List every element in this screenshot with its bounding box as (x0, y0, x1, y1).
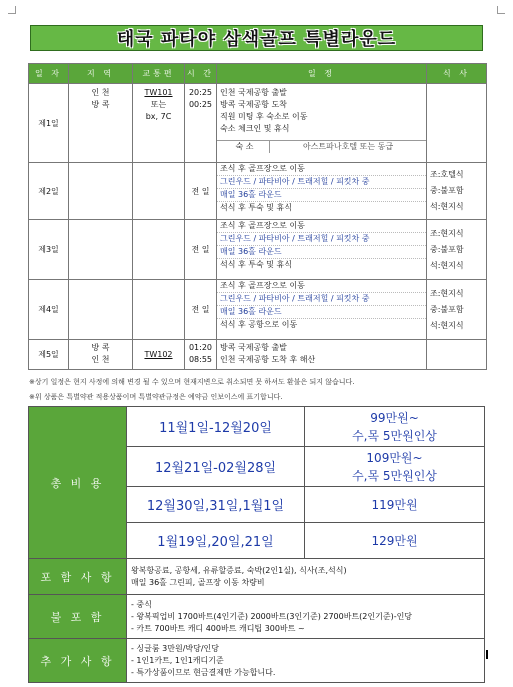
excluded-label: 불 포 함 (29, 595, 127, 639)
meal-dinner: 석:현지식 (430, 202, 464, 211)
meals-cell (427, 163, 487, 220)
included-label: 포 함 사 항 (29, 559, 127, 595)
price-period: 12월21일-02월28일 (127, 447, 305, 487)
transport-cell (133, 220, 185, 280)
table-row (29, 340, 487, 370)
price-row (29, 407, 485, 447)
schedule-header-row (29, 64, 487, 84)
meals-cell (427, 84, 487, 163)
itinerary-cell (217, 280, 427, 340)
price-surcharge: 수,목 5만원인상 (352, 428, 437, 443)
itinerary-line: 석식 후 투숙 및 휴식 (220, 260, 292, 269)
header-itinerary: 일 정 (217, 64, 427, 84)
excluded-line: - 카트 700바트 캐디 400바트 캐디팁 300바트 ~ (131, 623, 305, 633)
region-to: 방 콕 (91, 100, 110, 109)
itinerary-line: 방콕 국제공항 출발 (220, 343, 287, 352)
hotel-name: 아스트파나호텔 또는 동급 (302, 142, 394, 151)
total-cost-label: 총 비 용 (29, 407, 127, 559)
header-region: 지 역 (69, 64, 133, 84)
itinerary-cell (217, 84, 427, 163)
flight-code: TW102 (133, 340, 185, 370)
region-from: 인 천 (91, 88, 110, 97)
itinerary-line: 그린우드 / 파타비아 / 트래저힐 / 피킷차 중 (217, 293, 426, 306)
pricing-table (28, 406, 485, 683)
meals-cell (427, 280, 487, 340)
region-to: 인 천 (91, 355, 110, 364)
price-amount (305, 447, 485, 487)
flight-code: TW101 (144, 88, 173, 97)
itinerary-line: 그린우드 / 파타비아 / 트래저힐 / 피킷차 중 (217, 176, 426, 189)
itinerary-line: 매일 36홀 라운드 (217, 246, 426, 259)
time-cell (185, 84, 217, 163)
included-row (29, 559, 485, 595)
excluded-content (127, 595, 485, 639)
meal-lunch: 중:불포함 (430, 186, 464, 195)
flight-carriers: bx, 7C (145, 112, 172, 121)
text-cursor (486, 650, 488, 659)
meals-cell (427, 340, 487, 370)
meal-dinner: 석:현지식 (430, 260, 464, 270)
table-row (29, 220, 487, 280)
time-cell: 전 일 (185, 280, 217, 340)
extra-line: - 특가상품이므로 현금결제만 가능합니다. (131, 667, 276, 677)
included-line: 왕복항공료, 공항세, 유류할증료, 숙박(2인1실), 식사(조,석식) (131, 565, 347, 575)
schedule-table (28, 63, 487, 370)
transport-cell (133, 84, 185, 163)
table-row (29, 280, 487, 340)
transport-cell (133, 280, 185, 340)
arrival-time: 08:55 (188, 355, 213, 364)
meal-lunch: 중:불포함 (430, 244, 464, 254)
day-label: 제1일 (29, 84, 69, 163)
day-label: 제5일 (29, 340, 69, 370)
meal-breakfast: 조:현지식 (430, 288, 464, 298)
meal-dinner: 석:현지식 (430, 320, 464, 330)
day-label: 제4일 (29, 280, 69, 340)
itinerary-line: 직원 미팅 후 숙소로 이동 (220, 112, 308, 121)
price-amount (305, 487, 485, 523)
included-content (127, 559, 485, 595)
header-transport: 교통편 (133, 64, 185, 84)
transport-cell (133, 163, 185, 220)
departure-time: 20:25 (188, 88, 213, 97)
price-value: 109만원~ (366, 450, 423, 465)
header-time: 시 간 (185, 64, 217, 84)
excluded-row (29, 595, 485, 639)
hotel-label: 숙 소 (220, 141, 270, 153)
price-surcharge: 수,목 5만원인상 (352, 468, 437, 483)
notice-line: ※상기 일정은 현지 사정에 의해 변경 될 수 있으며 현재지변으로 취소되면 못 하셔도 환불은 되지 않습니다. (29, 378, 355, 386)
departure-time: 01:20 (188, 343, 213, 352)
day-label: 제3일 (29, 220, 69, 280)
itinerary-line: 조식 후 골프장으로 이동 (217, 220, 426, 233)
price-period: 1월19일,20일,21일 (127, 523, 305, 559)
itinerary-line: 인천 국제공항 도착 후 해산 (220, 355, 316, 364)
corner-mark-right (497, 6, 505, 14)
price-value: 129만원 (371, 533, 418, 548)
time-cell: 전 일 (185, 220, 217, 280)
itinerary-line: 그린우드 / 파타비아 / 트래저힐 / 피킷차 중 (217, 233, 426, 246)
region-cell (69, 340, 133, 370)
itinerary-line: 방콕 국제공항 도착 (220, 100, 287, 109)
region-cell (69, 84, 133, 163)
itinerary-line: 매일 36홀 라운드 (217, 189, 426, 202)
itinerary-cell (217, 163, 427, 220)
price-amount (305, 523, 485, 559)
flight-alt: 또는 (150, 100, 167, 109)
price-value: 119만원 (371, 497, 418, 512)
extra-label: 추 가 사 항 (29, 639, 127, 683)
region-cell (69, 280, 133, 340)
region-cell (69, 220, 133, 280)
itinerary-cell (217, 340, 427, 370)
corner-mark-left (8, 6, 16, 14)
region-cell (69, 163, 133, 220)
price-amount (305, 407, 485, 447)
extra-row (29, 639, 485, 683)
meals-cell (427, 220, 487, 280)
itinerary-line: 숙소 체크인 및 휴식 (220, 124, 290, 133)
region-from: 방 콕 (91, 343, 110, 352)
meal-breakfast: 조:호텔식 (430, 170, 464, 179)
excluded-line: - 왕복픽업비 1700바트(4인기준) 2000바트(3인기준) 2700바트(2인기준)-인당 (131, 611, 413, 621)
header-date: 일 자 (29, 64, 69, 84)
extra-line: - 싱글룸 3만원/박당/인당 (131, 643, 220, 653)
itinerary-line: 매일 36홀 라운드 (217, 306, 426, 319)
extra-content (127, 639, 485, 683)
price-value: 99만원~ (370, 410, 419, 425)
header-meals: 식 사 (427, 64, 487, 84)
time-cell (185, 340, 217, 370)
arrival-time: 00:25 (188, 100, 213, 109)
table-row (29, 163, 487, 220)
itinerary-line: 석식 후 투숙 및 휴식 (220, 203, 292, 212)
itinerary-line: 조식 후 골프장으로 이동 (217, 163, 426, 176)
itinerary-cell (217, 220, 427, 280)
itinerary-line: 인천 국제공항 출발 (220, 88, 287, 97)
day-label: 제2일 (29, 163, 69, 220)
hotel-row (217, 140, 426, 153)
meal-breakfast: 조:현지식 (430, 228, 464, 238)
time-cell: 전 일 (185, 163, 217, 220)
page-title: 태국 파타야 삼색골프 특별라운드 (30, 25, 483, 51)
included-line: 매일 36홀 그린피, 골프장 이동 차량비 (131, 577, 265, 587)
table-row (29, 84, 487, 163)
itinerary-line: 석식 후 공항으로 이동 (220, 320, 298, 329)
extra-line: - 1인1카트, 1인1캐디기준 (131, 655, 224, 665)
excluded-line: - 중식 (131, 599, 152, 609)
meal-lunch: 중:불포함 (430, 304, 464, 314)
price-period: 12월30일,31일,1월1일 (127, 487, 305, 523)
itinerary-line: 조식 후 골프장으로 이동 (217, 280, 426, 293)
price-period: 11월1일-12월20일 (127, 407, 305, 447)
notice-line: ※위 상품은 특별약관 적용상품이며 특별약관규정은 예약금 인보이스에 표기합니다. (29, 393, 283, 401)
